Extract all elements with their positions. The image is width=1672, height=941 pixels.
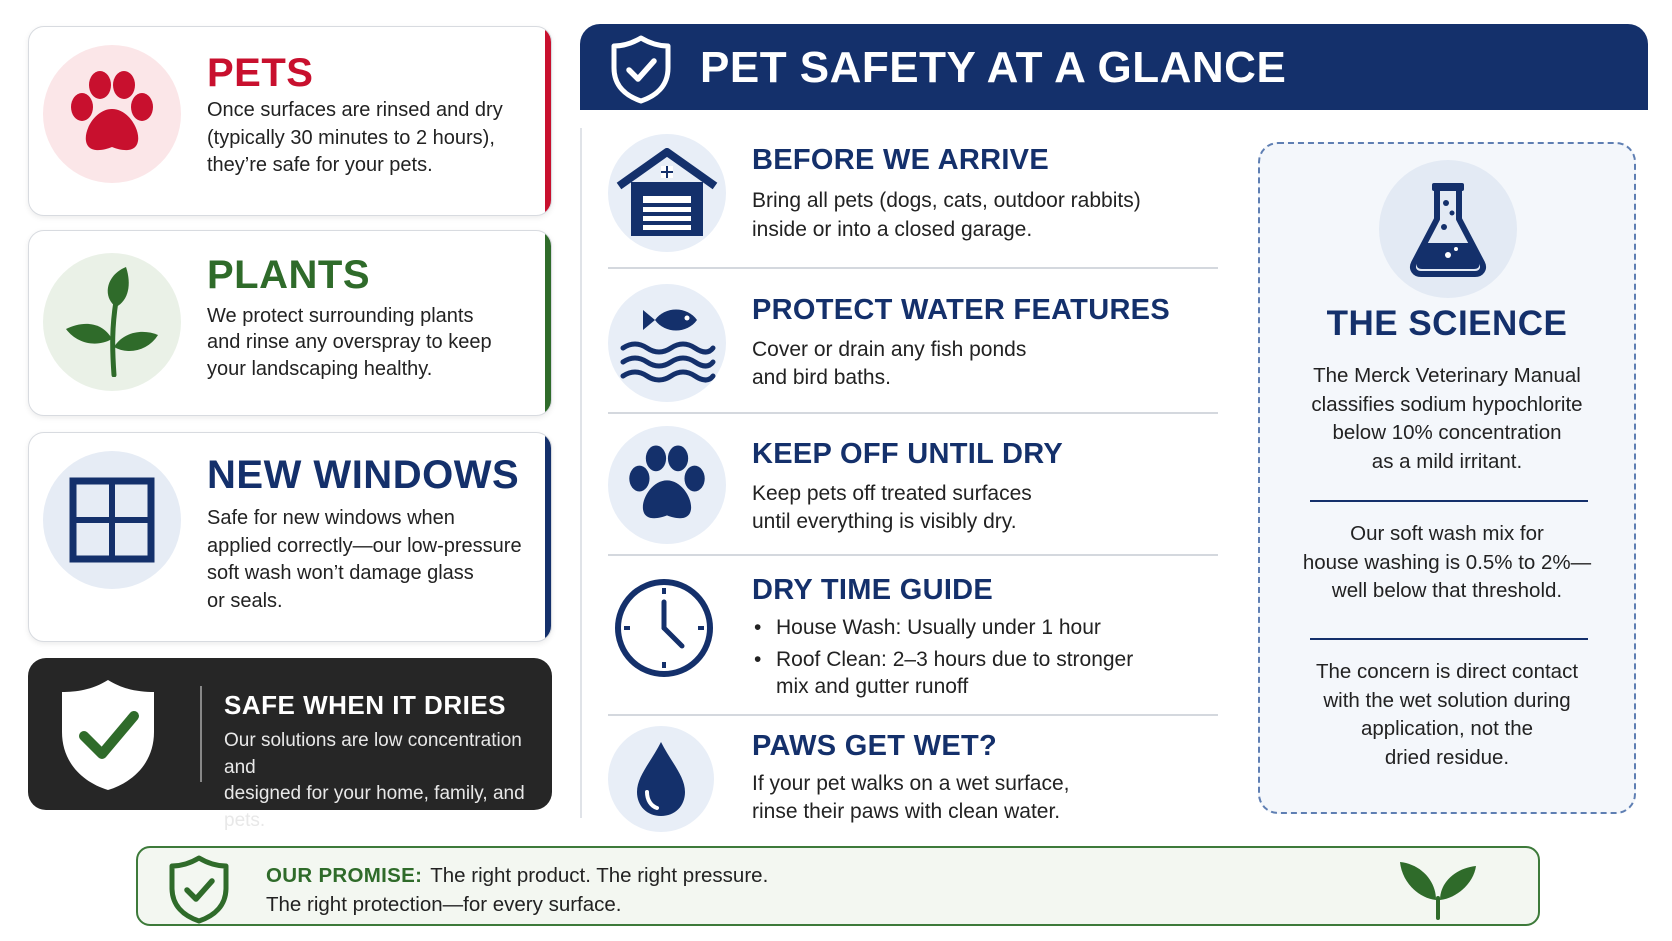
science-paragraph: Our soft wash mix for house washing is 0.5% to 2%— well below that threshold. bbox=[1302, 522, 1592, 603]
promise-bar bbox=[136, 846, 1540, 926]
row-keep-off bbox=[608, 426, 1218, 556]
science-paragraph: The Merck Veterinary Manual classifies sodium hypochlorite below 10% concentration as a mild irritant. bbox=[1311, 364, 1583, 474]
card-text: Once surfaces are rinsed and dry (typically 30 minutes to 2 hours), they’re safe for your pets. bbox=[207, 99, 503, 177]
sprout-icon bbox=[43, 253, 181, 391]
dry-time-list bbox=[752, 614, 1133, 701]
science-separator bbox=[1310, 500, 1588, 502]
paw-icon bbox=[43, 45, 181, 183]
list-item: • House Wash: Usually under 1 hour bbox=[752, 614, 1133, 642]
clock-icon bbox=[612, 576, 716, 685]
divider bbox=[200, 686, 202, 782]
row-title: BEFORE WE ARRIVE bbox=[752, 144, 1049, 176]
header-banner bbox=[580, 24, 1648, 110]
card-text: We protect surrounding plants and rinse any overspray to keep your landscaping healthy. bbox=[207, 305, 492, 380]
row-title: KEEP OFF UNTIL DRY bbox=[752, 438, 1064, 470]
row-text: If your pet walks on a wet surface, rinse their paws with clean water. bbox=[752, 772, 1070, 823]
science-title: THE SCIENCE bbox=[1326, 304, 1568, 343]
row-title: PAWS GET WET? bbox=[752, 730, 998, 762]
card-accent bbox=[545, 231, 551, 415]
row-text: Keep pets off treated surfaces until everything is visibly dry. bbox=[752, 482, 1032, 533]
row-dry-time-guide bbox=[608, 570, 1218, 720]
fish-water-icon bbox=[608, 284, 726, 402]
row-title: PROTECT WATER FEATURES bbox=[752, 294, 1170, 326]
row-separator bbox=[608, 714, 1218, 716]
window-icon bbox=[43, 451, 181, 589]
shield-check-icon bbox=[58, 676, 158, 799]
row-separator bbox=[608, 267, 1218, 269]
water-drop-icon bbox=[608, 726, 714, 832]
row-text: Cover or drain any fish ponds and bird baths. bbox=[752, 338, 1027, 389]
row-separator bbox=[608, 412, 1218, 414]
plants-card bbox=[28, 230, 552, 416]
pets-card bbox=[28, 26, 552, 216]
row-paws-wet bbox=[608, 726, 1218, 836]
card-text: Safe for new windows when applied correctly—our low-pressure soft wash won’t damage glass or seals. bbox=[207, 507, 522, 612]
promise-label: OUR PROMISE: bbox=[266, 864, 423, 887]
card-title: PETS bbox=[207, 51, 314, 95]
flask-icon bbox=[1379, 160, 1517, 298]
row-separator bbox=[608, 554, 1218, 556]
shield-check-icon bbox=[168, 854, 230, 929]
row-before-we-arrive bbox=[608, 134, 1218, 269]
card-title: SAFE WHEN IT DRIES bbox=[224, 690, 507, 720]
new-windows-card bbox=[28, 432, 552, 642]
row-title: DRY TIME GUIDE bbox=[752, 574, 994, 606]
row-text: Bring all pets (dogs, cats, outdoor rabbits) inside or into a closed garage. bbox=[752, 189, 1141, 242]
paw-icon bbox=[608, 426, 726, 544]
science-panel bbox=[1258, 142, 1636, 814]
card-title: NEW WINDOWS bbox=[207, 453, 520, 497]
card-accent bbox=[545, 433, 551, 641]
card-title: PLANTS bbox=[207, 253, 370, 297]
science-paragraph: The concern is direct contact with the wet solution during application, not the dried residue. bbox=[1315, 660, 1579, 770]
list-item: • Roof Clean: 2–3 hours due to stronger mix and gutter runoff bbox=[752, 646, 1133, 701]
row-protect-water bbox=[608, 284, 1218, 414]
safe-when-dries-card bbox=[28, 658, 552, 831]
garage-icon bbox=[608, 134, 726, 252]
page-title: PET SAFETY AT A GLANCE bbox=[700, 43, 1287, 92]
column-divider bbox=[580, 128, 582, 818]
leaf-icon bbox=[1398, 858, 1478, 925]
shield-check-icon bbox=[610, 34, 672, 109]
card-accent bbox=[545, 27, 551, 215]
promise-text: OUR PROMISE: The right product. The right pressure. The right protection—for every surface. bbox=[266, 864, 769, 917]
science-separator bbox=[1310, 638, 1588, 640]
card-text: Our solutions are low concentration and designed for your home, family, and pets. bbox=[224, 730, 525, 831]
